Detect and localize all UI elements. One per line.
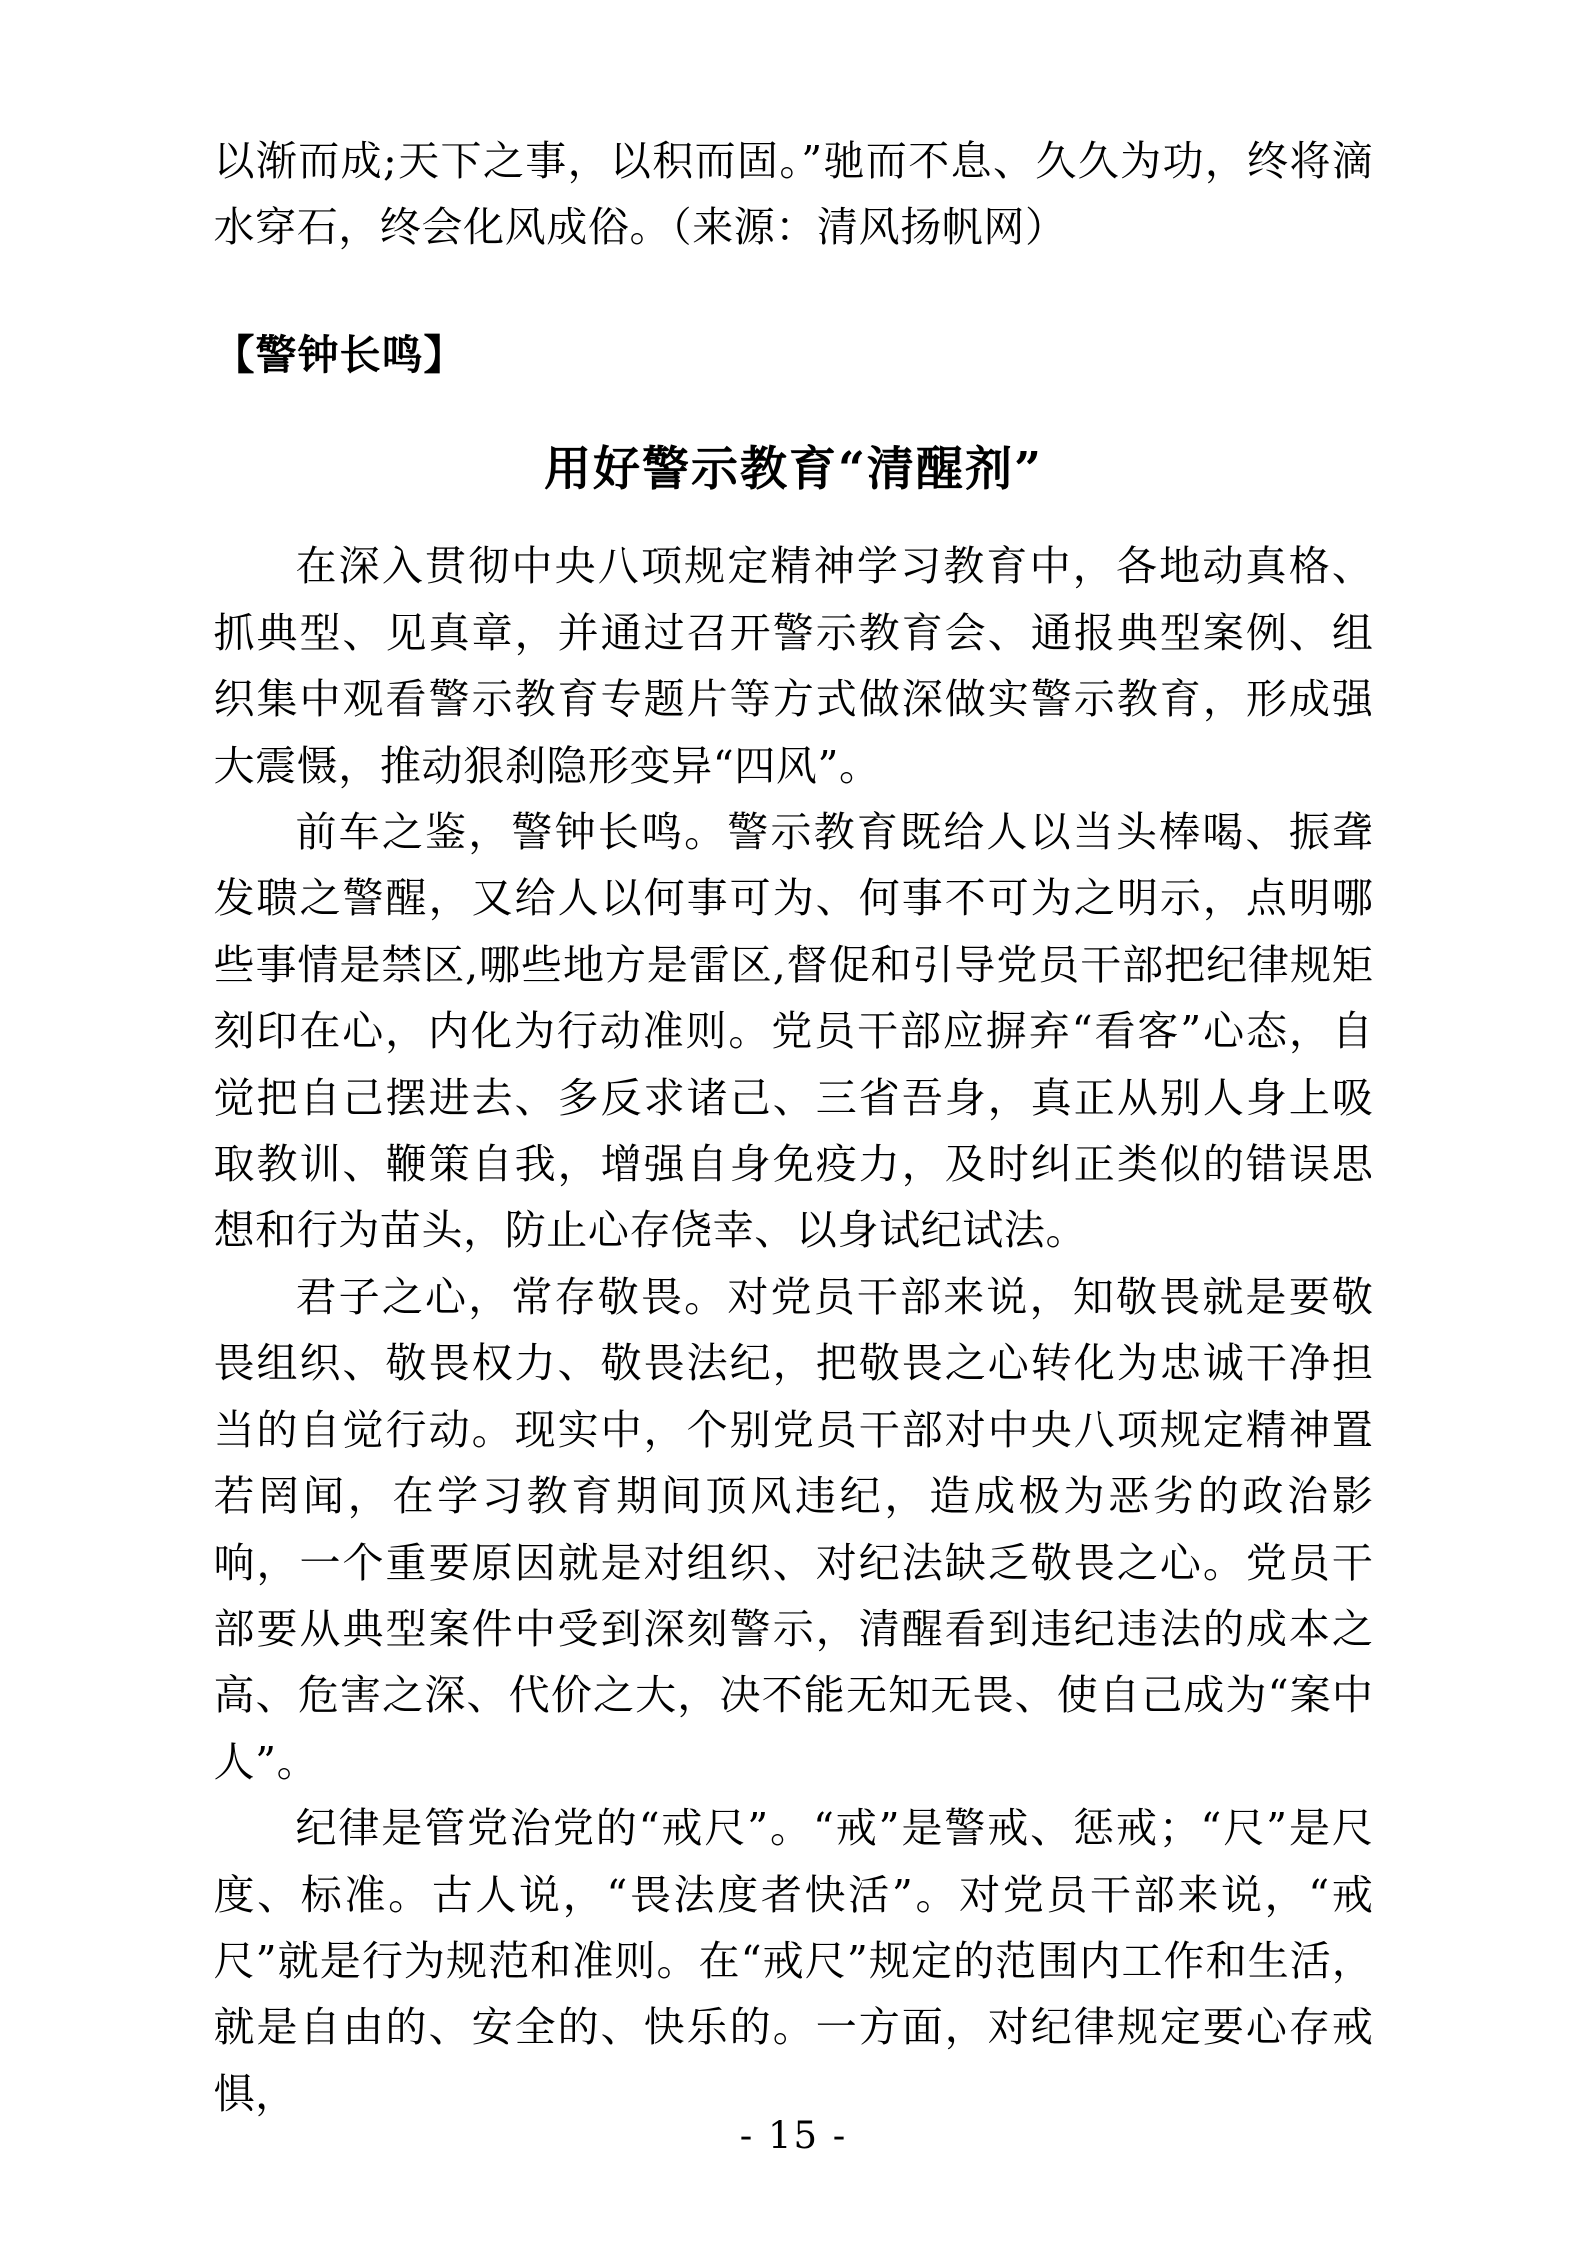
body-paragraph-3: 君子之心，常存敬畏。对党员干部来说，知敬畏就是要敬畏组织、敬畏权力、敬畏法纪，把敬畏之心转化为忠诚干净担当的自觉行动。现实中，个别党员干部对中央八项规定精神置若罔闻，在学习教育期间顶风违纪，造成极为恶劣的政治影响，一个重要原因就是对组织、对纪法缺乏敬畏之心。党员干部要从典型案件中受到深刻警示，清醒看到违纪违法的成本之高、危害之深、代价之大，决不能无知无畏、使自己成为“案中人”。 (213, 1272, 1374, 1786)
document-body (214, 128, 1374, 2127)
page-number: - 15 - (739, 2114, 848, 2157)
article-title: 用好警示教育“清醒剂” (543, 442, 1044, 498)
body-paragraph-4: 纪律是管党治党的“戒尺”。“戒”是警戒、惩戒；“尺”是尺度、标准。古人说，“畏法度者快活”。对党员干部来说，“戒尺”就是行为规范和准则。在“戒尺”规定的范围内工作和生活，就是自由的、安全的、快乐的。一方面，对纪律规定要心存戒惧， (213, 1804, 1374, 2118)
body-paragraph-2: 前车之鉴，警钟长鸣。警示教育既给人以当头棒喝、振聋发聩之警醒，又给人以何事可为、何事不可为之明示，点明哪些事情是禁区,哪些地方是雷区,督促和引导党员干部把纪律规矩刻印在心，内化为行动准则。党员干部应摒弃“看客”心态，自觉把自己摆进去、多反求诸己、三省吾身，真正从别人身上吸取教训、鞭策自我，增强自身免疫力，及时纠正类似的错误思想和行为苗头，防止心存侥幸、以身试纪试法。 (213, 808, 1374, 1255)
continued-paragraph: 以渐而成;天下之事，以积而固。”驰而不息、久久为功，终将滴水穿石，终会化风成俗。（来源：清风扬帆网） (213, 137, 1374, 252)
body-paragraph-1: 在深入贯彻中央八项规定精神学习教育中，各地动真格、抓典型、见真章，并通过召开警示教育会、通报典型案例、组织集中观看警示教育专题片等方式做深做实警示教育，形成强大震慑，推动狠刹隐形变异“四风”。 (213, 542, 1374, 790)
section-heading: 【警钟长鸣】 (213, 330, 466, 379)
